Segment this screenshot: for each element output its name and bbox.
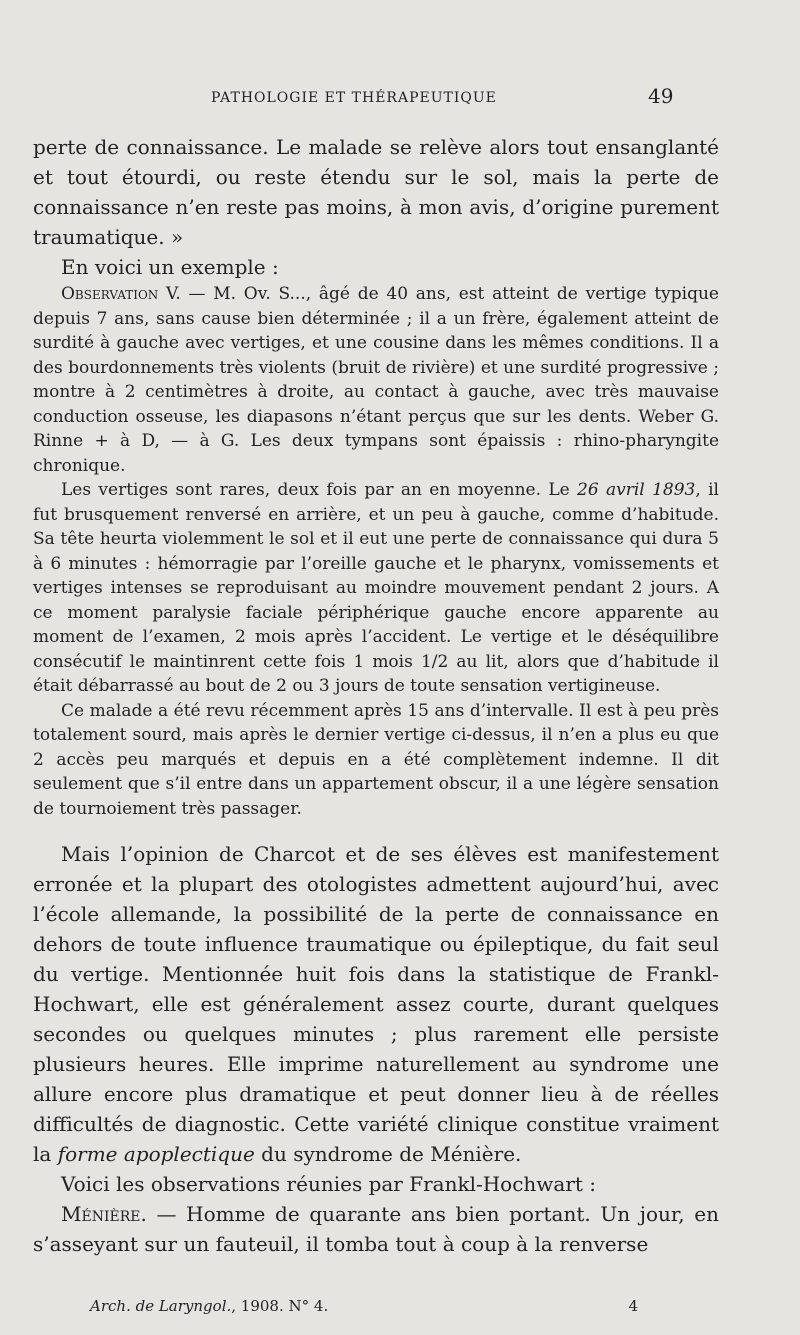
running-title: PATHOLOGIE ET THÉRAPEUTIQUE xyxy=(211,90,497,106)
paragraph-exemple: En voici un exemple : xyxy=(61,255,279,279)
paragraph-voici: Voici les observations réunies par Frankl-Hochwart : xyxy=(61,1172,597,1196)
journal-name: Arch. de Laryngol. xyxy=(90,1297,232,1315)
observation-label: Observation V. xyxy=(61,284,181,304)
vertiges-date: 26 avril 1893 xyxy=(577,480,696,500)
journal-details: , 1908. N° 4. xyxy=(231,1297,329,1315)
observation-v xyxy=(33,282,719,478)
mais-text-a: Mais l’opinion de Charcot et de ses élèves est manifestement erronée et la plupart des otologistes admettent aujourd’hui, avec l’école allemande, la possibilité de la perte de connaissance en dehors de toute influence traumatique ou épileptique, du fait seul du vertige. Mentionnée huit fois dans la statistique de Frankl-Hochwart, elle est généralement assez courte, durant quelques secondes ou quelques minutes ; plus rarement elle persiste plusieurs heures. Elle imprime naturellement au syndrome une allure encore plus dramatique et peut donner lieu à de réelles difficultés de diagnostic. Cette variété clinique constitue vraiment la xyxy=(33,842,719,1166)
signature-mark: 4 xyxy=(628,1297,638,1315)
paragraph-meniere xyxy=(33,1199,719,1259)
vertiges-text-a: Les vertiges sont rares, deux fois par an en moyenne. Le xyxy=(61,480,578,500)
vertiges-text-b: , il fut brusquement renversé en arrière, et un peu à gauche, comme d’habitude. Sa tête heurta violemment le sol et il eut une perte de connaissance qui dura 5 à 6 minutes : hémorragie par l’oreille gauche et le pharynx, vomissements et vertiges intenses se reproduisant au moindre mouvement pendant 2 jours. A ce moment paralysie faciale périphérique gauche encore apparente au moment de l’examen, 2 mois après l’accident. Le vertige et le déséquilibre consécutif le maintinrent cette fois 1 mois 1/2 au lit, alors que d’habitude il était débarrassé au bout de 2 ou 3 jours de toute sensation vertigineuse. xyxy=(33,480,719,696)
section-gap xyxy=(33,821,719,839)
paragraph-vertiges xyxy=(33,478,719,699)
paragraph-revu: Ce malade a été revu récemment après 15 ans d’intervalle. Il est à peu près totalement sourd, mais après le dernier vertige ci-dessus, il n’en a plus eu que 2 accès peu marqués et depuis en a été complètement indemne. Il dit seulement que s’il entre dans un appartement obscur, il a une légère sensation de tournoiement très passager. xyxy=(33,700,719,819)
observation-text: — M. Ov. S..., âgé de 40 ans, est atteint de vertige typique depuis 7 ans, sans cause bien déterminée ; il a un frère, également atteint de surdité à gauche avec vertiges, et une cousine dans les mêmes conditions. Il a des bourdonnements très violents (bruit de rivière) et une surdité progressive ; montre à 2 centimètres à droite, au contact à gauche, avec très mauvaise conduction osseuse, les diapasons n’étant perçus que sur les dents. Weber G. Rinne + à D, — à G. Les deux tympans sont épaissis : rhino-pharyngite chronique. xyxy=(33,284,719,476)
footer-signature xyxy=(90,1297,650,1315)
meniere-text: — Homme de quarante ans bien portant. Un jour, en s’asseyant sur un fauteuil, il tomba tout à coup à la renverse xyxy=(33,1202,719,1256)
mais-text-b: du syndrome de Ménière. xyxy=(254,1142,522,1166)
paragraph-perte: perte de connaissance. Le malade se relève alors tout ensanglanté et tout étourdi, ou reste étendu sur le sol, mais la perte de connaissance n’en reste pas moins, à mon avis, d’origine purement traumatique. » xyxy=(33,135,719,249)
page-number: 49 xyxy=(648,84,674,108)
paragraph-mais xyxy=(33,839,719,1169)
meniere-label: Ménière. xyxy=(61,1202,147,1226)
mais-italic: forme apoplectique xyxy=(57,1142,255,1166)
body-text xyxy=(33,132,719,1259)
